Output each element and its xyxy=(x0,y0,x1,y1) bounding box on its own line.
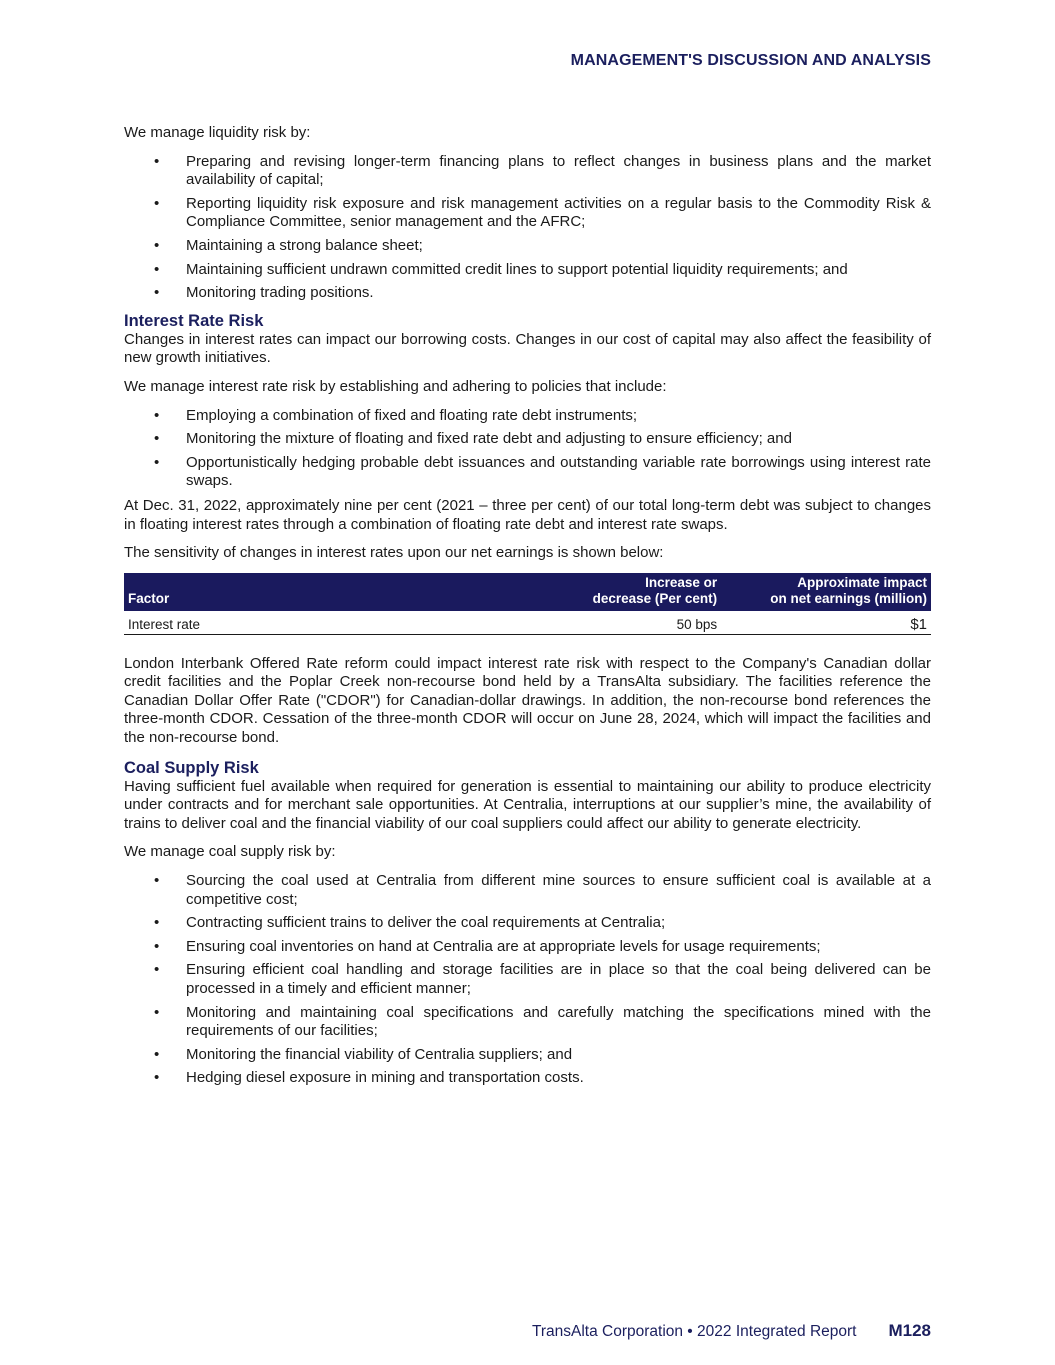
paragraph: We manage coal supply risk by: xyxy=(124,843,336,861)
column-header-change-line2: decrease (Per cent) xyxy=(592,590,718,606)
table-cell-factor: Interest rate xyxy=(124,611,576,635)
footer-report-title: TransAlta Corporation • 2022 Integrated Report xyxy=(531,1323,857,1340)
list-item: • Monitoring and maintaining coal specifications and carefully matching the specifications mined with the requirements of our facilities; xyxy=(124,1004,931,1041)
liquidity-intro: We manage liquidity risk by: xyxy=(124,124,311,141)
section-heading-coal-supply-risk: Coal Supply Risk xyxy=(124,758,259,777)
list-item: • Ensuring coal inventories on hand at Centralia are at appropriate levels for usage requirements; xyxy=(124,938,931,957)
page-footer xyxy=(532,1321,931,1341)
list-item: • Sourcing the coal used at Centralia from different mine sources to ensure sufficient coal is available at a competitive cost; xyxy=(124,872,931,909)
table-cell-change: 50 bps xyxy=(576,611,721,635)
column-header-change xyxy=(576,573,721,611)
list-item: • Reporting liquidity risk exposure and risk management activities on a regular basis to the Commodity Risk & Compliance Committee, senior management and the AFRC; xyxy=(124,195,931,232)
list-item: • Opportunistically hedging probable debt issuances and outstanding variable rate borrowings using interest rate swaps. xyxy=(124,454,931,491)
list-item: • Monitoring the mixture of floating and fixed rate debt and adjusting to ensure efficiency; and xyxy=(124,430,931,449)
paragraph: Changes in interest rates can impact our borrowing costs. Changes in our cost of capital may also affect the feasibility of new growth initiatives. xyxy=(124,330,931,367)
column-header-factor: Factor xyxy=(124,573,576,611)
list-item: • Maintaining a strong balance sheet; xyxy=(124,237,931,256)
page-header-title: MANAGEMENT'S DISCUSSION AND ANALYSIS xyxy=(570,52,931,69)
list-item: • Contracting sufficient trains to deliver the coal requirements at Centralia; xyxy=(124,914,931,933)
column-header-change-line1: Increase or xyxy=(645,574,718,590)
page-content xyxy=(124,124,931,1094)
paragraph: We manage interest rate risk by establishing and adhering to policies that include: xyxy=(124,377,667,395)
liquidity-list xyxy=(124,153,931,303)
table-header-row xyxy=(124,573,931,611)
column-header-impact xyxy=(721,573,931,611)
list-item: • Monitoring the financial viability of Centralia suppliers; and xyxy=(124,1046,931,1065)
paragraph: At Dec. 31, 2022, approximately nine per cent (2021 – three per cent) of our total long-term debt was subject to changes in floating interest rates through a combination of floating rate debt and interest rate swaps. xyxy=(124,496,931,533)
paragraph: The sensitivity of changes in interest rates upon our net earnings is shown below: xyxy=(124,544,664,562)
section-heading-interest-rate-risk: Interest Rate Risk xyxy=(124,311,264,330)
paragraph: Having sufficient fuel available when required for generation is essential to maintaining our ability to produce electricity under contracts and for merchant sale opportunities. At Centralia, interruptions at our supplier’s mine, the availability of trains to deliver coal and the financial viability of our coal suppliers could affect our ability to generate electricity. xyxy=(124,777,931,832)
list-item: • Preparing and revising longer-term financing plans to reflect changes in business plans and the market availability of capital; xyxy=(124,153,931,190)
list-item: • Ensuring efficient coal handling and storage facilities are in place so that the coal being delivered can be processed in a timely and efficient manner; xyxy=(124,961,931,998)
table-row xyxy=(124,611,931,635)
table-cell-impact: $1 xyxy=(721,611,931,635)
list-item: • Employing a combination of fixed and floating rate debt instruments; xyxy=(124,407,931,426)
page-number: M128 xyxy=(888,1321,931,1340)
paragraph: London Interbank Offered Rate reform could impact interest rate risk with respect to the Company's Canadian dollar credit facilities and the Poplar Creek non-recourse bond held by a TransAlta subsidiary. The facilities reference the Canadian Dollar Offer Rate ("CDOR") for Canadian-dollar drawings. In addition, the non-recourse bond references the three-month CDOR. Cessation of the three-month CDOR will occur on June 28, 2024, which will impact the facilities and the non-recourse bond. xyxy=(124,654,931,747)
sensitivity-table xyxy=(124,573,931,635)
coal-list xyxy=(124,872,931,1088)
column-header-impact-line1: Approximate impact xyxy=(797,574,927,590)
list-item: • Monitoring trading positions. xyxy=(124,284,931,303)
list-item: • Maintaining sufficient undrawn committed credit lines to support potential liquidity requirements; and xyxy=(124,261,931,280)
interest-list xyxy=(124,407,931,491)
column-header-impact-line2: on net earnings (million) xyxy=(770,590,927,606)
list-item: • Hedging diesel exposure in mining and transportation costs. xyxy=(124,1069,931,1088)
